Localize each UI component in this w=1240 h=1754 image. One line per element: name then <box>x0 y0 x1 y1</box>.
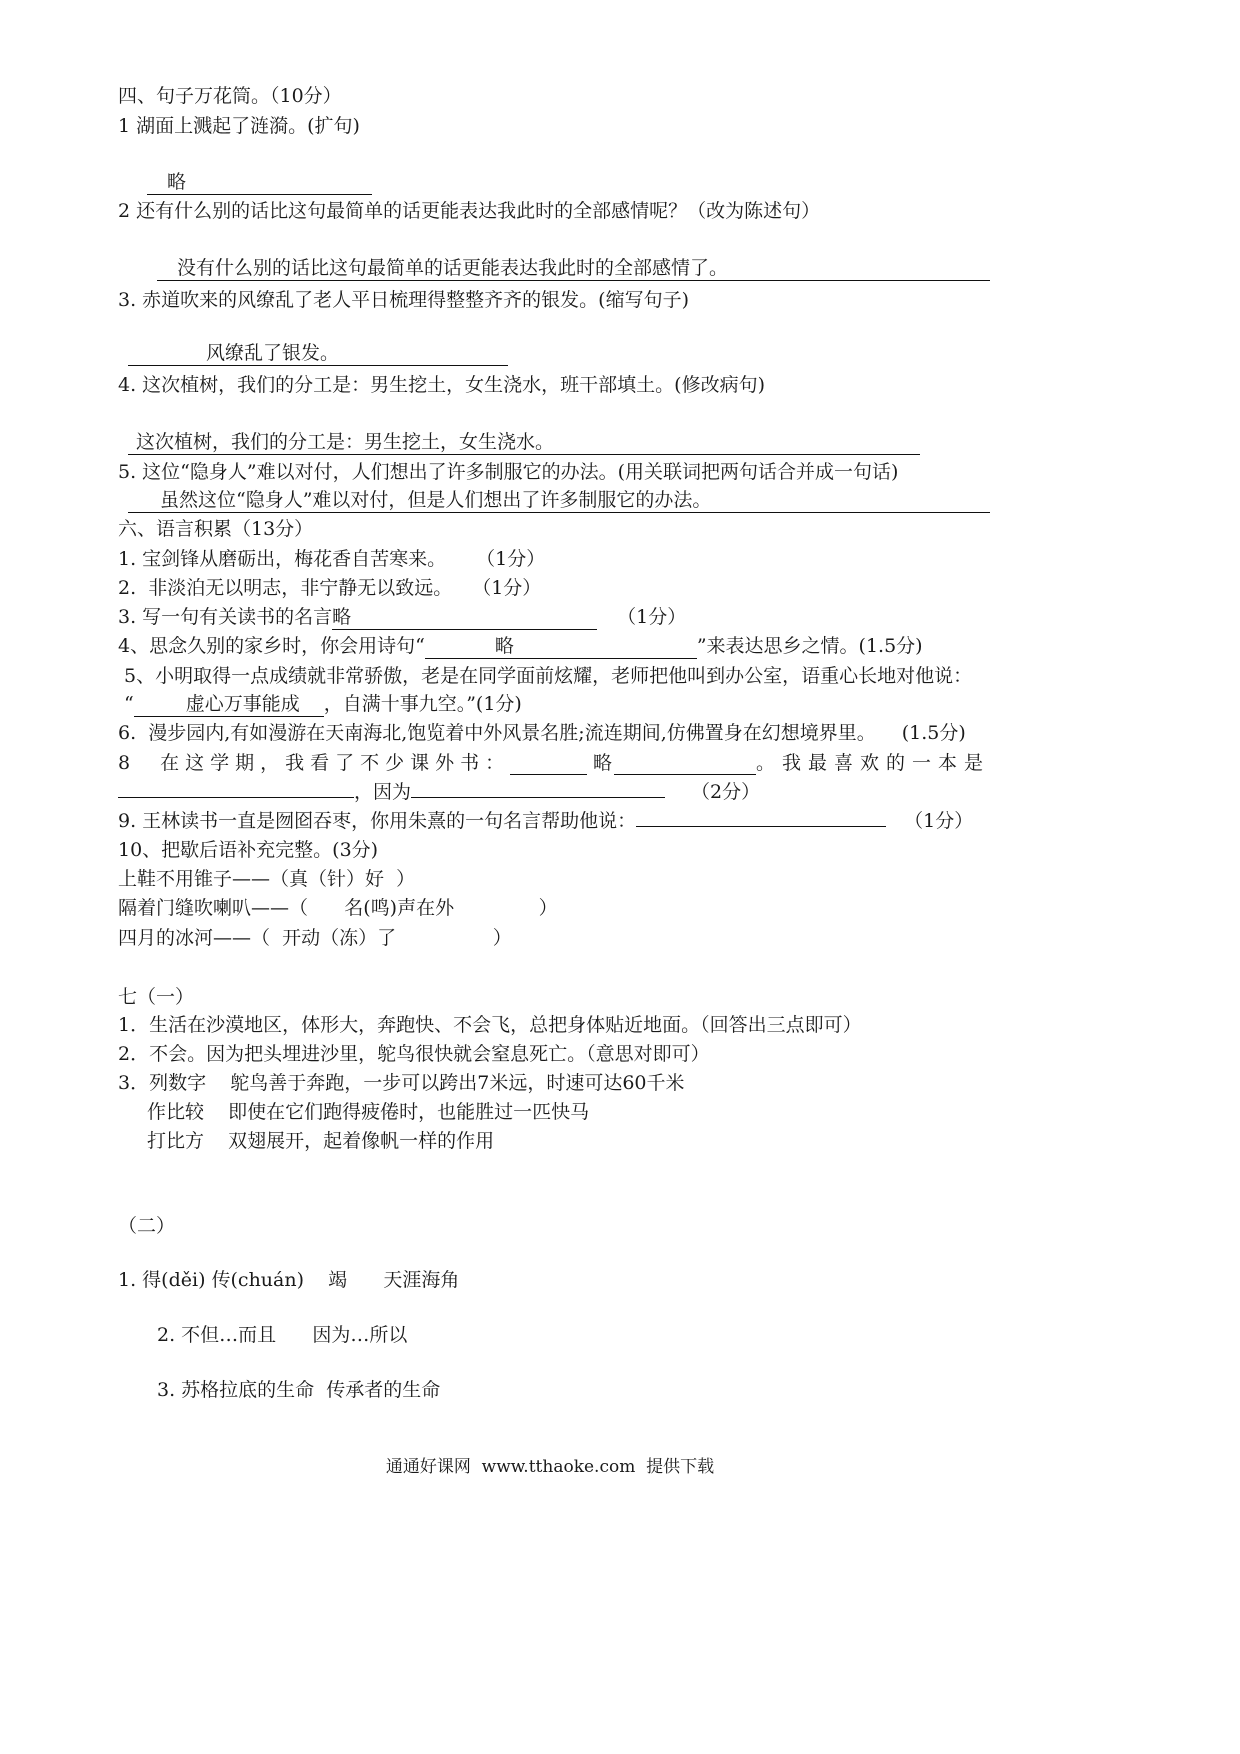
s4-q1-answer: 略 <box>167 171 187 193</box>
s6-q4-answer: 略 <box>494 635 514 657</box>
s6-q10-item-1: 上鞋不用锥子——（真（针）好 ） <box>118 868 416 890</box>
s6-q4 <box>118 634 923 659</box>
s6-q8-blank4 <box>411 797 665 798</box>
s6-q10-item-2: 隔着门缝吹喇叭——（ 名(鸣)声在外 ） <box>118 897 558 919</box>
s6-q5-open: “ <box>124 693 134 715</box>
s6-q1 <box>118 547 545 571</box>
s6-q2 <box>118 576 541 600</box>
s7a-item-4: 作比较 即使在它们跑得疲倦时，也能胜过一匹快马 <box>147 1101 590 1123</box>
s6-q8-mid: ，因为 <box>354 781 412 803</box>
s6-q3-score: （1分） <box>617 606 687 628</box>
s6-q5-line1: 5、小明取得一点成绩就非常骄傲，老是在同学面前炫耀，老师把他叫到办公室，语重心长地对他说： <box>124 665 973 687</box>
s6-q8-blank2 <box>614 774 756 775</box>
page-footer: 通通好课网 www.tthaoke.com 提供下载 <box>385 1457 715 1477</box>
s6-q3 <box>118 605 686 630</box>
s6-q3-answer-line <box>332 605 597 630</box>
s6-q4-prefix: 4、思念久别的家乡时，你会用诗句“ <box>118 635 425 657</box>
s6-q5-line2 <box>124 692 522 717</box>
s6-q2-text: 2. 非淡泊无以明志，非宁静无以致远。 <box>118 577 453 599</box>
s6-q8-score: （2分） <box>691 781 761 803</box>
s6-q10-heading: 10、把歇后语补充完整。(3分) <box>118 839 379 861</box>
s6-q9-prefix: 9. 王林读书一直是囫囵吞枣，你用朱熹的一句名言帮助他说： <box>118 810 637 832</box>
s6-q6-score: (1.5分) <box>901 722 966 744</box>
s6-q1-score: （1分） <box>476 548 546 570</box>
section-4-heading: 四、句子万花筒。（10分） <box>118 85 342 107</box>
s4-q3-prompt: 3. 赤道吹来的风缭乱了老人平日梳理得整整齐齐的银发。(缩写句子) <box>118 289 689 311</box>
s4-q5-answer: 虽然这位“隐身人”难以对付，但是人们想出了许多制服它的办法。 <box>160 489 712 511</box>
s6-q5-suffix: ，自满十事九空。”(1分) <box>323 693 522 715</box>
s6-q8-prefix: 8 在这学期，我看了不少课外书： <box>118 752 511 774</box>
s6-q2-score: （1分） <box>472 577 542 599</box>
s4-q4-answer: 这次植树，我们的分工是：男生挖土，女生浇水。 <box>136 431 555 453</box>
section-6-heading: 六、语言积累（13分） <box>118 518 314 540</box>
s7a-item-2: 2．不会。因为把头埋进沙里，鸵鸟很快就会窒息死亡。（意思对即可） <box>118 1043 710 1065</box>
s4-q4-prompt: 4. 这次植树，我们的分工是：男生挖土，女生浇水，班干部填土。(修改病句) <box>118 374 765 396</box>
s7a-item-1: 1．生活在沙漠地区，体形大，奔跑快、不会飞，总把身体贴近地面。（回答出三点即可） <box>118 1014 862 1036</box>
s6-q5-answer-line <box>134 692 324 717</box>
s6-q3-prefix: 3. 写一句有关读书的名言 <box>118 606 333 628</box>
s4-q2-answer: 没有什么别的话比这句最简单的话更能表达我此时的全部感情了。 <box>177 257 729 279</box>
s4-q2-answer-line <box>157 256 990 281</box>
s4-q5-prompt: 5. 这位“隐身人”难以对付，人们想出了许多制服它的办法。(用关联词把两句话合并成一句话) <box>118 461 899 483</box>
s6-q3-answer: 略 <box>332 606 352 628</box>
s4-q1-prompt: 1 湖面上溅起了涟漪。(扩句) <box>118 115 360 137</box>
s4-q5-answer-line <box>128 488 990 513</box>
s7a-item-3: 3．列数字 鸵鸟善于奔跑，一步可以跨出7米远，时速可达60千米 <box>118 1072 685 1094</box>
s6-q4-answer-line <box>425 634 697 659</box>
s4-q1-answer-line <box>147 170 372 195</box>
s6-q8-line2 <box>118 780 760 804</box>
s6-q8-blank3 <box>118 797 354 798</box>
s4-q3-answer-line <box>128 341 508 366</box>
s6-q8-line1 <box>118 751 990 775</box>
s6-q5-answer: 虚心万事能成 <box>185 693 300 715</box>
s7a-item-5: 打比方 双翅展开，起着像帆一样的作用 <box>147 1130 495 1152</box>
s6-q1-text: 1. 宝剑锋从磨砺出，梅花香自苦寒来。 <box>118 548 447 570</box>
s6-q6-text: 6. 漫步园内,有如漫游在天南海北,饱览着中外风景名胜;流连期间,仿佛置身在幻想境界里。 <box>118 722 876 744</box>
s6-q9 <box>118 809 973 833</box>
s6-q10-item-3: 四月的冰河——（ 开动（冻）了 ） <box>118 927 512 949</box>
s6-q6 <box>118 721 966 745</box>
s7b-item-3: 3. 苏格拉底的生命 传承者的生命 <box>157 1379 441 1401</box>
s6-q8-blank1 <box>510 774 587 775</box>
s6-q9-score: （1分） <box>904 810 974 832</box>
section-7-part1-heading: 七（一） <box>118 986 195 1008</box>
s7b-item-2: 2. 不但…而且 因为…所以 <box>157 1324 408 1346</box>
s6-q4-suffix: ”来表达思乡之情。(1.5分) <box>696 635 923 657</box>
s6-q8-line1-end: 。我最喜欢的一本是 <box>755 752 990 774</box>
s4-q4-answer-line <box>128 430 920 455</box>
s4-q2-prompt: 2 还有什么别的话比这句最简单的话更能表达我此时的全部感情呢？（改为陈述句） <box>118 200 821 222</box>
section-7-part2-heading: （二） <box>118 1215 176 1237</box>
s4-q3-answer: 风缭乱了银发。 <box>206 342 340 364</box>
s6-q9-blank <box>636 826 886 827</box>
s6-q8-answer: 略 <box>592 752 612 774</box>
s7b-item-1: 1. 得(děi) 传(chuán) 竭 天涯海角 <box>118 1269 460 1291</box>
